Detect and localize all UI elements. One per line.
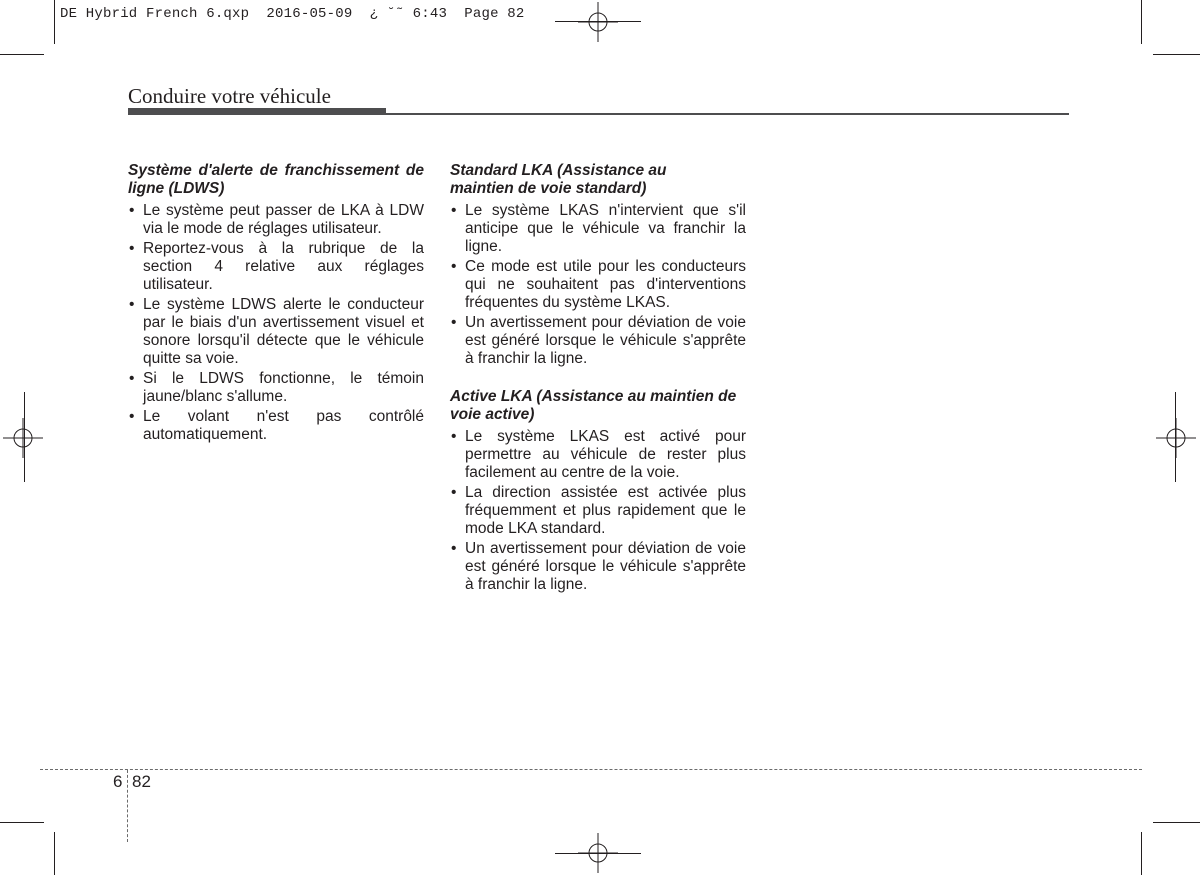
list-item: • Reportez-vous à la rubrique de la section 4 relative aux réglages utilisateur. <box>128 240 424 294</box>
crop-mark-icon <box>0 822 44 823</box>
chapter-number: 6 <box>113 772 123 791</box>
list-item: • Ce mode est utile pour les conducteurs qui ne souhaitent pas d'interventions fréquentes du système LKAS. <box>450 258 746 312</box>
crop-mark-icon <box>24 392 25 482</box>
crop-mark-icon <box>1141 832 1142 875</box>
crop-mark-icon <box>1175 392 1176 482</box>
print-slug: DE Hybrid French 6.qxp 2016-05-09 ¿ ˘˜ 6:43 Page 82 <box>60 6 525 22</box>
list-item: • Un avertissement pour déviation de voie est généré lorsque le véhicule s'apprête à franchir la ligne. <box>450 314 746 368</box>
list-item: • Le volant n'est pas contrôlé automatiquement. <box>128 408 424 444</box>
registration-mark-icon <box>3 418 43 458</box>
bullet-list-standard-lka <box>450 202 746 368</box>
bullet-list-ldws <box>128 202 424 444</box>
page-number: 82 <box>132 772 151 791</box>
registration-mark-icon <box>578 2 618 42</box>
right-column <box>450 162 746 614</box>
list-item: • Si le LDWS fonctionne, le témoin jaune/blanc s'allume. <box>128 370 424 406</box>
section-heading-active-lka: Active LKA (Assistance au maintien de voie active) <box>450 388 737 423</box>
page-header-title: Conduire votre véhicule <box>128 84 331 108</box>
footer-rule <box>40 769 1142 770</box>
crop-mark-icon <box>1141 0 1142 44</box>
footer-divider <box>127 770 128 842</box>
crop-mark-icon <box>54 832 55 875</box>
list-item: • Le système LKAS est activé pour permettre au véhicule de rester plus facilement au centre de la voie. <box>450 428 746 482</box>
list-item: • Un avertissement pour déviation de voie est généré lorsque le véhicule s'apprête à franchir la ligne. <box>450 540 746 594</box>
list-item: • Le système peut passer de LKA à LDW via le mode de réglages utilisateur. <box>128 202 424 238</box>
crop-mark-icon <box>1153 822 1200 823</box>
crop-mark-icon <box>54 0 55 44</box>
list-item: • Le système LKAS n'intervient que s'il anticipe que le véhicule va franchir la ligne. <box>450 202 746 256</box>
crop-mark-icon <box>555 21 641 22</box>
crop-mark-icon <box>555 853 641 854</box>
crop-mark-icon <box>0 54 44 55</box>
header-rule-accent <box>128 108 386 115</box>
list-item: • La direction assistée est activée plus fréquemment et plus rapidement que le mode LKA standard. <box>450 484 746 538</box>
list-item: • Le système LDWS alerte le conducteur par le biais d'un avertissement visuel et sonore lorsqu'il détecte que le véhicule quitte sa voie. <box>128 296 424 368</box>
left-column <box>128 162 424 464</box>
crop-mark-icon <box>1153 54 1200 55</box>
registration-mark-icon <box>1156 418 1196 458</box>
section-heading-standard-lka: Standard LKA (Assistance au maintien de voie standard) <box>450 162 667 197</box>
bullet-list-active-lka <box>450 428 746 594</box>
section-heading-ldws: Système d'alerte de franchissement de ligne (LDWS) <box>128 162 424 197</box>
